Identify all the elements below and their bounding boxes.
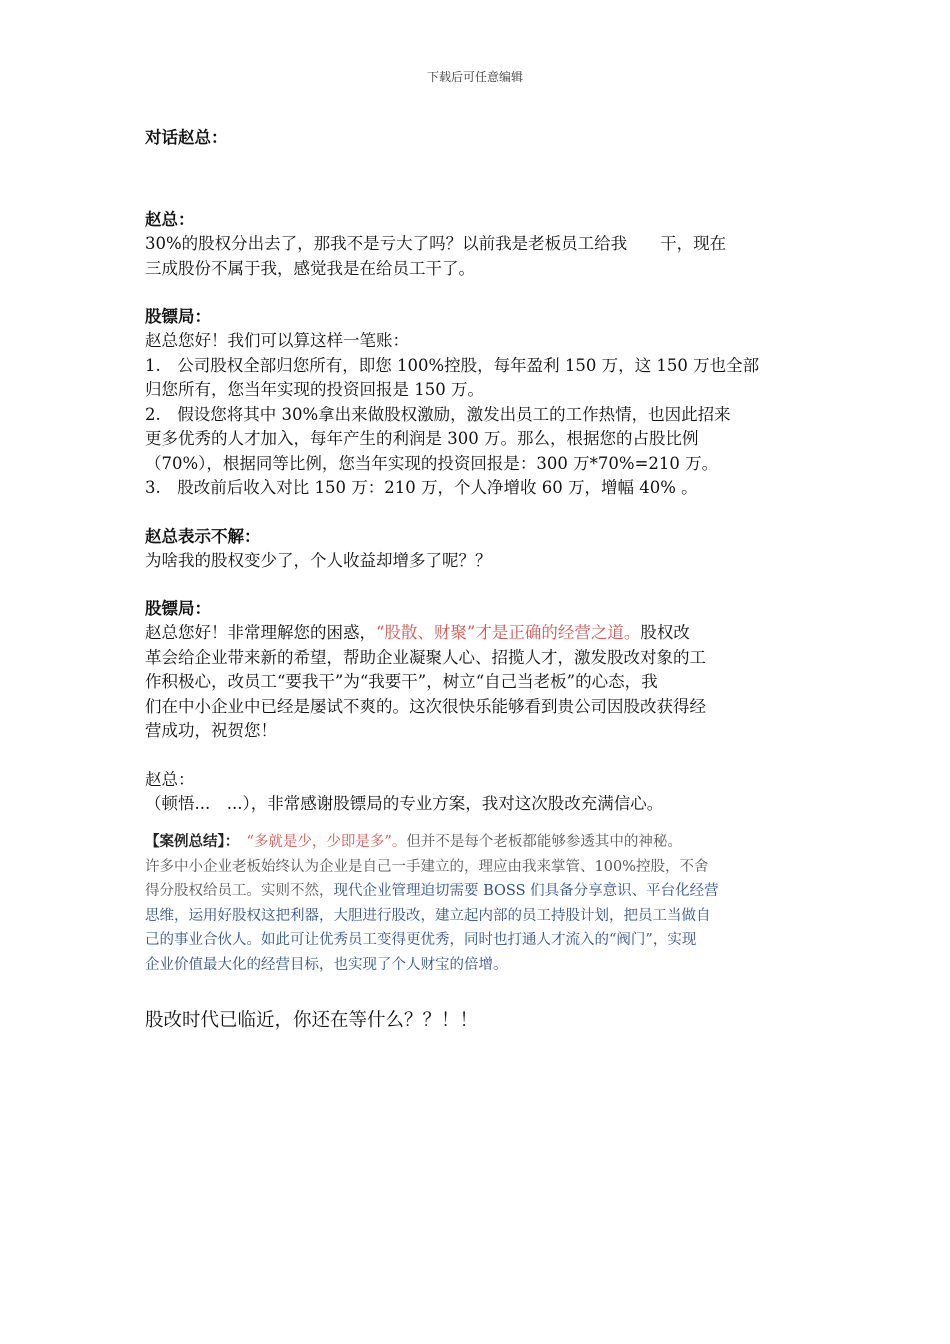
summary-highlight: 现代企业管理迫切需要 BOSS 们具备分享意识、平台化经营	[333, 883, 719, 899]
paragraph-line: 革会给企业带来新的希望，帮助企业凝聚人心、招揽人才，激发股改对象的工	[145, 647, 706, 667]
line-prefix: 赵总您好！非常理解您的困惑，	[145, 623, 376, 642]
summary-line	[145, 879, 810, 904]
document-content	[145, 126, 810, 1035]
speaker-zhao-1: 赵总：	[145, 210, 195, 229]
paragraph-line: 营成功，祝贺您！	[145, 721, 277, 740]
summary-label: 【案例总结】：	[145, 834, 232, 850]
paragraph-line: 归您所有，您当年实现的投资回报是 150 万。	[145, 380, 484, 399]
paragraph-line: （70%），根据同等比例，您当年实现的投资回报是：300 万*70%=210 万。	[145, 453, 719, 473]
summary-line: 己的事业合伙人。如此可让优秀员工变得更优秀，同时也打通人才流入的“阀门”，实现	[145, 932, 697, 948]
closing-statement: 股改时代已临近，你还在等什么？？！！	[145, 1010, 479, 1031]
paragraph-line: 更多优秀的人才加入，每年产生的利润是 300 万。那么，根据您的占股比例	[145, 429, 699, 448]
summary-line: 许多中小企业老板始终认为企业是自己一手建立的，理应由我来掌管、100%控股，不舍	[145, 858, 709, 875]
speaker-gubiaoju-2: 股镖局：	[145, 599, 211, 618]
paragraph-line: 3. 股改前后收入对比 150 万：210 万，个人净增收 60 万，增幅 40% 。	[145, 478, 698, 497]
speaker-zhao-confused: 赵总表示不解：	[145, 526, 261, 546]
paragraph-line: 为啥我的股权变少了，个人收益却增多了呢？？	[145, 550, 492, 570]
paragraph-line: 作积极心，改员工“要我干”为“我要干”，树立“自己当老板”的心态，我	[145, 672, 658, 691]
paragraph-line: 2. 假设您将其中 30%拿出来做股权激励，激发出员工的工作热情，也因此招来	[145, 404, 731, 424]
speaker-zhao-2: 赵总：	[145, 769, 195, 789]
paragraph-line: （顿悟... ...），非常感谢股镖局的专业方案，我对这次股改充满信心。	[145, 793, 664, 813]
paragraph-line: 们在中小企业中已经是屡试不爽的。这次很快乐能够看到贵公司因股改获得经	[145, 696, 706, 716]
summary-line	[145, 830, 810, 855]
summary-text: 得分股权给员工。实则不然，	[145, 883, 334, 899]
page-title: 对话赵总：	[145, 128, 228, 147]
summary-line: 企业价值最大化的经营目标，也实现了个人财宝的倍增。	[145, 956, 508, 973]
paragraph-line: 30%的股权分出去了，那我不是亏大了吗？以前我是老板员工给我 干，现在	[145, 234, 727, 253]
paragraph-line	[145, 621, 810, 646]
line-suffix: 股权改	[640, 623, 690, 642]
highlight-quote: “股散、财聚”才是正确的经营之道。	[376, 623, 641, 642]
paragraph-line: 赵总您好！我们可以算这样一笔账：	[145, 331, 409, 350]
paragraph-line: 1. 公司股权全部归您所有，即您 100%控股，每年盈利 150 万，这 150 万也全部	[145, 355, 760, 375]
summary-quote: “多就是少，少即是多”。	[232, 834, 407, 850]
speaker-gubiaoju-1: 股镖局：	[145, 307, 211, 326]
header-note: 下载后可任意编辑	[426, 70, 523, 84]
summary-line: 思维，运用好股权这把利器，大胆进行股改，建立起内部的员工持股计划，把员工当做自	[145, 907, 711, 924]
paragraph-line: 三成股份不属于我，感觉我是在给员工干了。	[145, 258, 475, 278]
summary-text: 但并不是每个老板都能够参透其中的神秘。	[406, 834, 682, 850]
